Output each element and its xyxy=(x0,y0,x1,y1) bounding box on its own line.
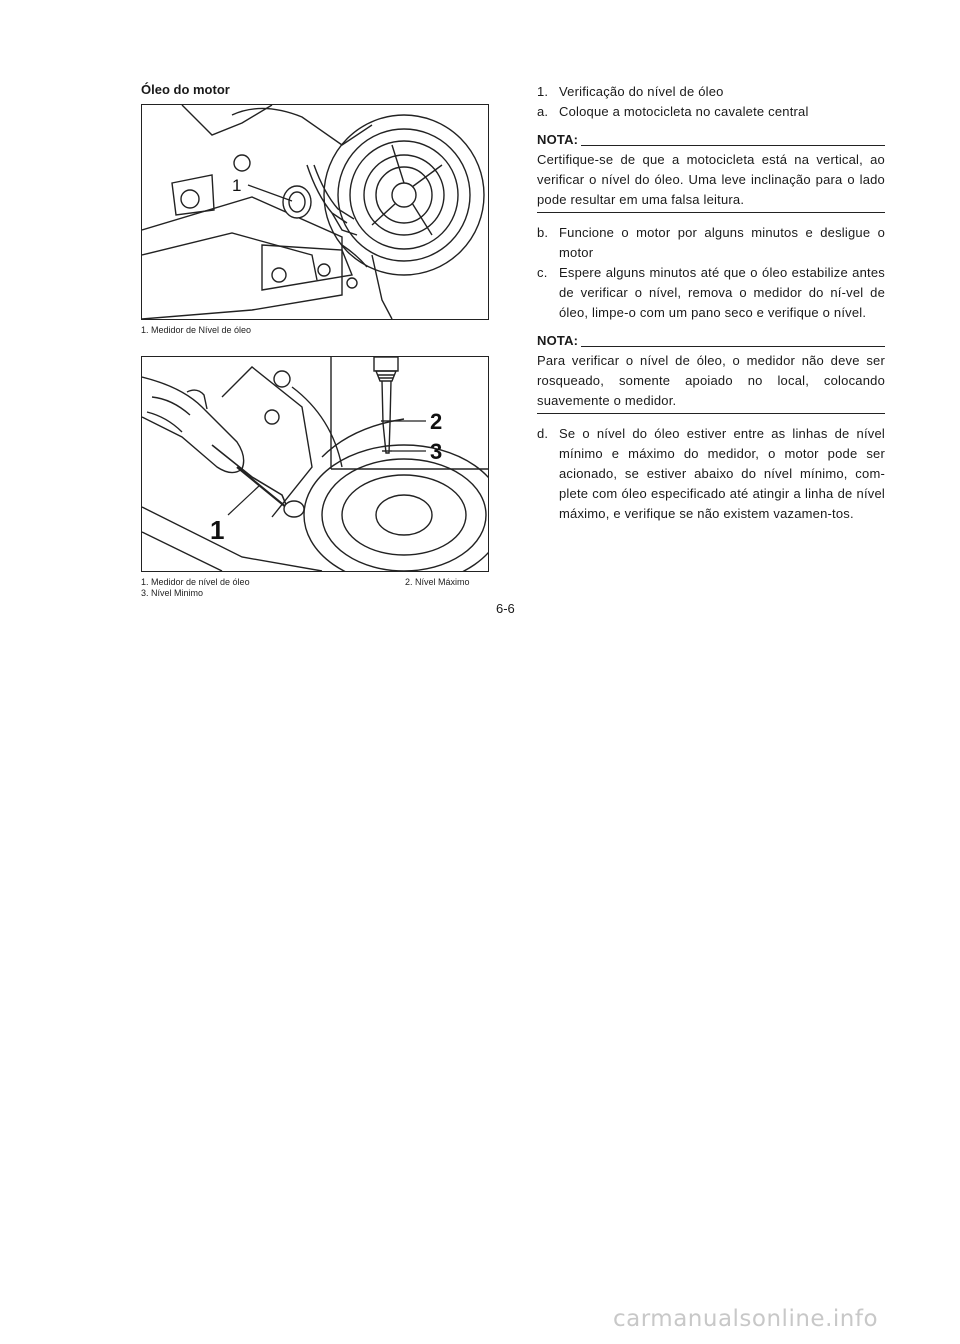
watermark-link[interactable]: carmanualsonline.info xyxy=(613,1306,879,1332)
step-1 xyxy=(537,82,885,102)
instructions-column xyxy=(537,82,885,524)
figure2-callout-2: 2 xyxy=(430,409,443,434)
step-label: c. xyxy=(537,265,548,280)
step-b xyxy=(537,223,885,263)
figure-oil-dipstick-location xyxy=(141,104,489,320)
step-label: d. xyxy=(537,426,549,441)
note-rule xyxy=(581,346,885,347)
note-heading xyxy=(537,132,885,150)
step-text: Coloque a motocicleta no cavalete central xyxy=(559,104,809,119)
figure2-caption-1: 1. Medidor de nível de óleo xyxy=(141,577,250,587)
step-label: a. xyxy=(537,104,549,119)
engine-illustration xyxy=(142,105,488,319)
figure2-callout-1: 1 xyxy=(210,515,225,545)
page-number: 6-6 xyxy=(496,601,515,616)
step-label: 1. xyxy=(537,84,549,99)
note-heading-label: NOTA: xyxy=(537,132,579,147)
step-d xyxy=(537,424,885,524)
note-heading xyxy=(537,333,885,351)
step-text: Verificação do nível de óleo xyxy=(559,84,724,99)
note-box-1 xyxy=(537,132,885,213)
figure2-caption-2: 2. Nível Máximo xyxy=(405,577,470,587)
step-a xyxy=(537,102,885,122)
step-text: Funcione o motor por alguns minutos e desligue o motor xyxy=(559,225,885,260)
step-text: Se o nível do óleo estiver entre as linhas de nível mínimo e máximo do medidor, o motor pode ser acionado, se estiver abaixo do nível mínimo, com-plete com óleo especificado até atingir a linha de nível máximo, e verifique se não existem vazamen-tos. xyxy=(559,426,885,521)
step-label: b. xyxy=(537,225,549,240)
note-rule xyxy=(581,145,885,146)
step-c xyxy=(537,263,885,323)
figure2-caption-3: 3. Nível Minimo xyxy=(141,588,204,598)
figure2-callout-3: 3 xyxy=(430,439,443,464)
note-heading-label: NOTA: xyxy=(537,333,579,348)
section-title: Óleo do motor xyxy=(141,82,230,97)
figure1-caption: 1. Medidor de Nível de óleo xyxy=(141,325,252,335)
dipstick-illustration xyxy=(142,357,488,571)
note-text: Para verificar o nível de óleo, o medidor não deve ser rosqueado, somente apoiado no local, colocando suavemente o medidor. xyxy=(537,351,885,414)
note-text: Certifique-se de que a motocicleta está na vertical, ao verificar o nível do óleo. Uma leve inclinação para o lado pode resultar em uma falsa leitura. xyxy=(537,150,885,213)
step-text: Espere alguns minutos até que o óleo estabilize antes de verificar o nível, remova o medidor do ní-vel de óleo, limpe-o com um pano seco e verifique o nível. xyxy=(559,265,885,320)
figure1-callout-1: 1 xyxy=(232,176,242,195)
figure-oil-dipstick-levels xyxy=(141,356,489,572)
note-box-2 xyxy=(537,333,885,414)
